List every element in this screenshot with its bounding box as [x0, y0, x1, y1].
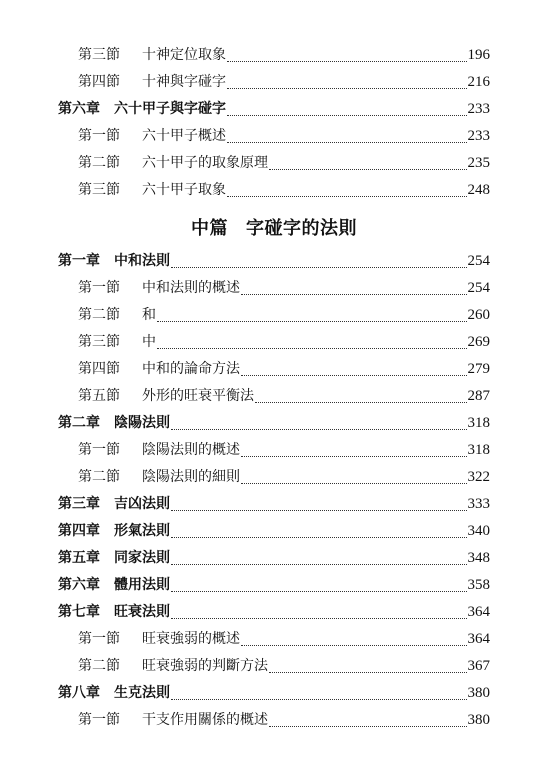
toc-entry-number: 第四章: [58, 523, 100, 539]
toc-bottom-list: [58, 248, 490, 734]
toc-entry-number: 第三節: [78, 182, 120, 198]
toc-entry-number: 第三章: [58, 496, 100, 512]
toc-section-entry[interactable]: [58, 356, 490, 383]
toc-leader-dots: [255, 402, 467, 403]
toc-entry-page: 196: [467, 47, 490, 63]
toc-entry-title: 吉凶法則: [114, 496, 170, 512]
toc-section-entry[interactable]: [58, 69, 490, 96]
toc-leader-dots: [171, 699, 467, 700]
toc-leader-dots: [157, 348, 467, 349]
toc-entry-title: 六十甲子的取象原理: [142, 155, 268, 171]
toc-section-entry[interactable]: [58, 653, 490, 680]
part-title: 字碰字的法則: [246, 218, 357, 239]
toc-section-entry[interactable]: [58, 302, 490, 329]
toc-leader-dots: [171, 267, 467, 268]
table-of-contents: [58, 42, 490, 734]
toc-chapter-entry[interactable]: [58, 680, 490, 707]
toc-leader-dots: [227, 88, 467, 89]
toc-leader-dots: [171, 537, 467, 538]
toc-entry-page: 358: [467, 577, 490, 593]
toc-entry-number: 第二節: [78, 307, 120, 323]
toc-entry-title: 十神定位取象: [142, 47, 226, 63]
toc-entry-title: 形氣法則: [114, 523, 170, 539]
toc-section-entry[interactable]: [58, 150, 490, 177]
toc-entry-page: 318: [467, 442, 490, 458]
toc-entry-number: 第二章: [58, 415, 100, 431]
toc-entry-page: 269: [467, 334, 490, 350]
toc-entry-title: 六十甲子概述: [142, 128, 226, 144]
toc-chapter-entry[interactable]: [58, 545, 490, 572]
toc-entry-page: 367: [467, 658, 490, 674]
toc-leader-dots: [171, 618, 467, 619]
toc-top-list: [58, 42, 490, 204]
toc-entry-number: 第三節: [78, 334, 120, 350]
toc-leader-dots: [241, 483, 467, 484]
toc-entry-page: 380: [467, 712, 490, 728]
toc-entry-number: 第一節: [78, 631, 120, 647]
toc-section-entry[interactable]: [58, 177, 490, 204]
toc-entry-number: 第七章: [58, 604, 100, 620]
toc-entry-number: 第二節: [78, 658, 120, 674]
toc-entry-page: 260: [467, 307, 490, 323]
toc-entry-page: 364: [467, 604, 490, 620]
toc-entry-page: 364: [467, 631, 490, 647]
toc-leader-dots: [157, 321, 467, 322]
toc-leader-dots: [269, 672, 467, 673]
toc-leader-dots: [171, 510, 467, 511]
toc-entry-title: 陰陽法則的細則: [142, 469, 240, 485]
toc-entry-number: 第五章: [58, 550, 100, 566]
toc-entry-page: 279: [467, 361, 490, 377]
toc-entry-title: 中: [142, 334, 156, 350]
toc-entry-number: 第四節: [78, 361, 120, 377]
toc-section-entry[interactable]: [58, 707, 490, 734]
toc-leader-dots: [171, 429, 467, 430]
toc-entry-page: 380: [467, 685, 490, 701]
toc-entry-number: 第四節: [78, 74, 120, 90]
toc-entry-number: 第二節: [78, 155, 120, 171]
toc-entry-title: 中和的論命方法: [142, 361, 240, 377]
toc-entry-title: 陰陽法則的概述: [142, 442, 240, 458]
toc-section-entry[interactable]: [58, 123, 490, 150]
toc-chapter-entry[interactable]: [58, 410, 490, 437]
toc-section-entry[interactable]: [58, 42, 490, 69]
toc-entry-page: 254: [467, 280, 490, 296]
toc-leader-dots: [241, 375, 467, 376]
toc-entry-number: 第六章: [58, 577, 100, 593]
toc-section-entry[interactable]: [58, 383, 490, 410]
toc-chapter-entry[interactable]: [58, 96, 490, 123]
toc-leader-dots: [241, 645, 467, 646]
toc-entry-number: 第一章: [58, 253, 100, 269]
toc-chapter-entry[interactable]: [58, 572, 490, 599]
part-heading: [58, 204, 490, 248]
toc-entry-page: 340: [467, 523, 490, 539]
toc-entry-title: 十神與字碰字: [142, 74, 226, 90]
toc-chapter-entry[interactable]: [58, 599, 490, 626]
toc-entry-page: 233: [467, 101, 490, 117]
toc-leader-dots: [227, 61, 467, 62]
toc-entry-title: 外形的旺衰平衡法: [142, 388, 254, 404]
toc-leader-dots: [269, 169, 467, 170]
toc-entry-page: 287: [467, 388, 490, 404]
toc-entry-page: 235: [467, 155, 490, 171]
toc-entry-page: 248: [467, 182, 490, 198]
toc-leader-dots: [227, 115, 467, 116]
toc-section-entry[interactable]: [58, 329, 490, 356]
toc-entry-title: 中和法則: [114, 253, 170, 269]
toc-entry-number: 第一節: [78, 712, 120, 728]
toc-entry-title: 生克法則: [114, 685, 170, 701]
toc-entry-number: 第一節: [78, 128, 120, 144]
toc-entry-page: 233: [467, 128, 490, 144]
toc-entry-number: 第一節: [78, 280, 120, 296]
toc-entry-title: 體用法則: [114, 577, 170, 593]
toc-entry-page: 318: [467, 415, 490, 431]
toc-chapter-entry[interactable]: [58, 248, 490, 275]
toc-entry-number: 第三節: [78, 47, 120, 63]
toc-entry-title: 同家法則: [114, 550, 170, 566]
toc-entry-title: 和: [142, 307, 156, 323]
toc-chapter-entry[interactable]: [58, 518, 490, 545]
toc-entry-number: 第二節: [78, 469, 120, 485]
toc-section-entry[interactable]: [58, 626, 490, 653]
toc-entry-title: 干支作用關係的概述: [142, 712, 268, 728]
toc-entry-number: 第五節: [78, 388, 120, 404]
toc-leader-dots: [227, 196, 467, 197]
toc-entry-page: 333: [467, 496, 490, 512]
toc-leader-dots: [171, 591, 467, 592]
toc-section-entry[interactable]: [58, 464, 490, 491]
toc-entry-page: 216: [467, 74, 490, 90]
toc-leader-dots: [269, 726, 467, 727]
toc-entry-number: 第一節: [78, 442, 120, 458]
toc-entry-title: 六十甲子取象: [142, 182, 226, 198]
toc-chapter-entry[interactable]: [58, 491, 490, 518]
toc-entry-title: 六十甲子與字碰字: [114, 101, 226, 117]
toc-entry-title: 旺衰法則: [114, 604, 170, 620]
toc-entry-page: 254: [467, 253, 490, 269]
toc-section-entry[interactable]: [58, 275, 490, 302]
toc-entry-title: 旺衰強弱的判斷方法: [142, 658, 268, 674]
toc-entry-number: 第八章: [58, 685, 100, 701]
toc-leader-dots: [241, 294, 467, 295]
toc-leader-dots: [241, 456, 467, 457]
toc-entry-page: 322: [467, 469, 490, 485]
toc-entry-page: 348: [467, 550, 490, 566]
toc-entry-title: 陰陽法則: [114, 415, 170, 431]
toc-entry-title: 旺衰強弱的概述: [142, 631, 240, 647]
toc-entry-title: 中和法則的概述: [142, 280, 240, 296]
toc-leader-dots: [171, 564, 467, 565]
toc-section-entry[interactable]: [58, 437, 490, 464]
toc-leader-dots: [227, 142, 467, 143]
toc-entry-number: 第六章: [58, 101, 100, 117]
part-label: 中篇: [191, 218, 228, 239]
